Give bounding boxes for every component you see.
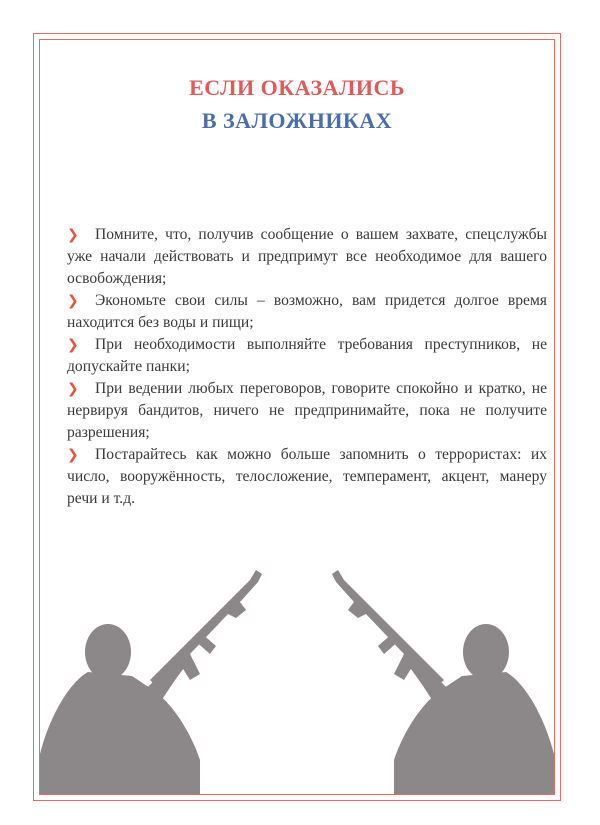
right-silhouette-icon: [332, 570, 554, 794]
left-silhouette-icon: [40, 570, 262, 794]
chevron-right-icon: ❯: [67, 293, 79, 309]
list-item-text: При ведении любых переговоров, говорите спокойно и кратко, не нервируя бандитов, ничего не предпринимайте, пока не получите разрешения;: [67, 380, 547, 441]
terrorist-silhouettes: [40, 540, 554, 794]
list-item-text: Постарайтесь как можно больше запомнить о террористах: их число, вооружённость, телосложение, темперамент, акцент, манеру речи и т.д.: [67, 446, 547, 507]
list-item: [67, 224, 547, 290]
title-line-2: В ЗАЛОЖНИКАХ: [201, 108, 393, 133]
list-item: [67, 334, 547, 378]
chevron-right-icon: ❯: [67, 447, 79, 463]
list-item: [67, 378, 547, 444]
title-line-1: ЕСЛИ ОКАЗАЛИСЬ: [189, 75, 405, 100]
advice-list: [67, 224, 547, 510]
list-item-text: Экономьте свои силы – возможно, вам придется долгое время находится без воды и пищи;: [67, 292, 547, 331]
chevron-right-icon: ❯: [67, 337, 79, 353]
list-item-text: Помните, что, получив сообщение о вашем захвате, спецслужбы уже начали действовать и предпримут все необходимое для вашего освобождения;: [67, 226, 547, 287]
list-item: [67, 290, 547, 334]
list-item: [67, 444, 547, 510]
list-item-text: При необходимости выполняйте требования преступников, не допускайте панки;: [67, 336, 547, 375]
chevron-right-icon: ❯: [67, 381, 79, 397]
chevron-right-icon: ❯: [67, 227, 79, 243]
